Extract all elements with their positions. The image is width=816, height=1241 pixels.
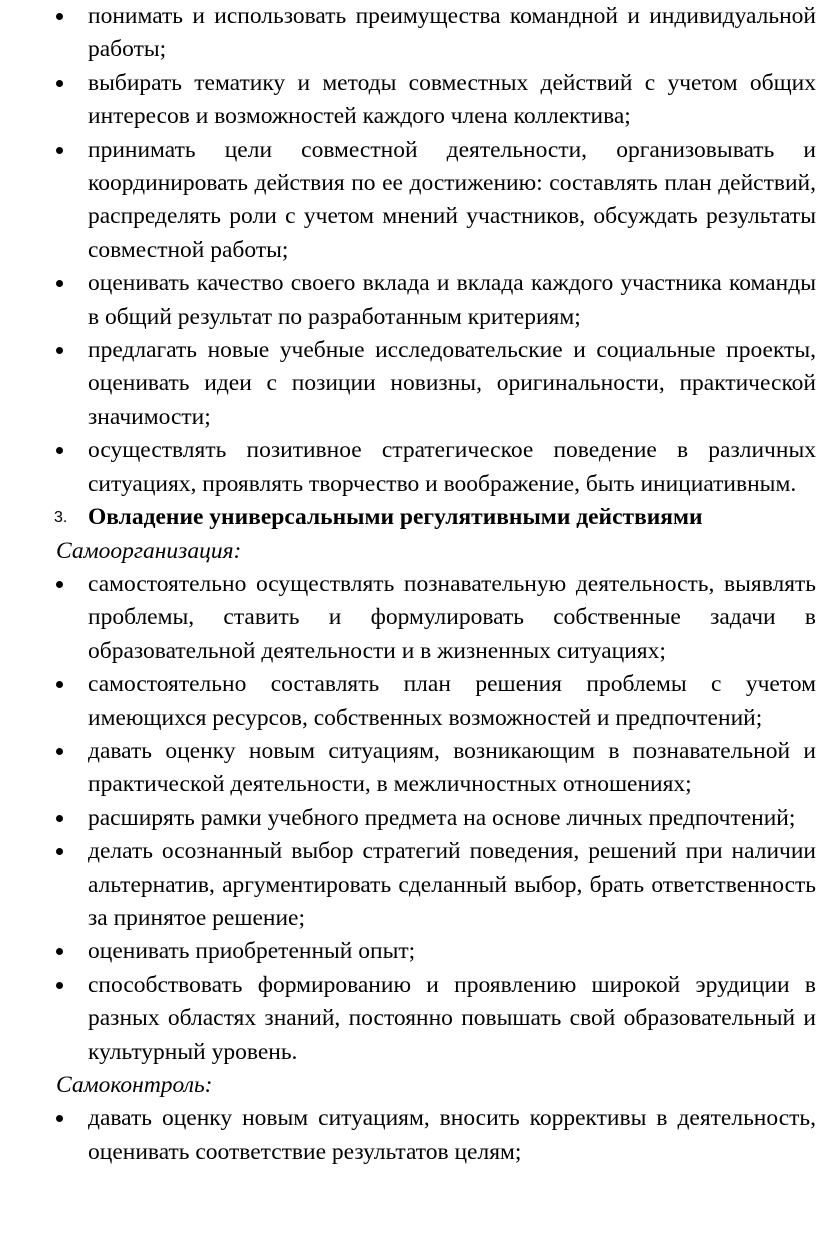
- list-item-text: понимать и использовать преимущества командной и индивидуальной работы;: [88, 3, 816, 63]
- bullet-list-top: [56, 0, 816, 501]
- bullet-list-self-organization: [56, 568, 816, 1069]
- bullet-icon: [56, 447, 63, 454]
- bullet-icon: [56, 848, 63, 855]
- list-item-text: предлагать новые учебные исследовательские и социальные проекты, оценивать идеи с позиции новизны, оригинальности, практической значимости;: [88, 337, 816, 430]
- list-item: [56, 568, 816, 668]
- list-item: [56, 735, 816, 802]
- list-item-text: оценивать приобретенный опыт;: [88, 938, 416, 965]
- list-item-text: самостоятельно осуществлять познавательную деятельность, выявлять проблемы, ставить и формулировать собственные задачи в образовательной деятельности и в жизненных ситуациях;: [88, 570, 816, 664]
- bullet-icon: [56, 80, 63, 87]
- list-item-text: делать осознанный выбор стратегий поведения, решений при наличии альтернатив, аргументировать сделанный выбор, брать ответственность за принятое решение;: [88, 838, 816, 931]
- list-item: [56, 134, 816, 268]
- bullet-icon: [56, 948, 63, 955]
- list-item: [56, 434, 816, 501]
- bullet-icon: [56, 1115, 63, 1122]
- bullet-list-self-control: [56, 1102, 816, 1169]
- list-item-text: самостоятельно составлять план решения проблемы с учетом имеющихся ресурсов, собственных возможностей и предпочтений;: [88, 671, 816, 731]
- list-item: [56, 969, 816, 1069]
- section-title: Овладение универсальными регулятивными действиями: [88, 504, 703, 531]
- bullet-icon: [56, 280, 63, 287]
- list-item: [56, 67, 816, 134]
- list-item-text: давать оценку новым ситуациям, возникающим в познавательной и практической деятельности, в межличностных отношениях;: [88, 737, 816, 798]
- bullet-icon: [56, 815, 63, 822]
- list-item-text: расширять рамки учебного предмета на основе личных предпочтений;: [88, 804, 796, 831]
- subheading-self-control: Самоконтроль:: [56, 1072, 213, 1098]
- list-item-text: осуществлять позитивное стратегическое поведение в различных ситуациях, проявлять творчество и воображение, быть инициативным.: [88, 437, 816, 497]
- list-item: [56, 802, 816, 835]
- list-item-text: давать оценку новым ситуациям, вносить коррективы в деятельность, оценивать соответствие результатов целям;: [88, 1105, 816, 1165]
- list-item-text: выбирать тематику и методы совместных действий с учетом общих интересов и возможностей каждого члена коллектива;: [88, 69, 816, 130]
- list-item-text: принимать цели совместной деятельности, организовывать и координировать действия по ее достижению: составлять план действий, распределять роли с учетом мнений участников, обсуждать результаты совместной работы;: [88, 136, 816, 263]
- section-number: 3.: [54, 509, 68, 527]
- bullet-icon: [56, 347, 63, 354]
- document-page: [56, 0, 816, 1169]
- list-item-text: способствовать формированию и проявлению широкой эрудиции в разных областях знаний, постоянно повышать свой образовательный и культурный уровень.: [88, 971, 816, 1065]
- list-item: [56, 334, 816, 434]
- bullet-icon: [56, 581, 63, 588]
- list-item: [56, 835, 816, 935]
- list-item: [56, 267, 816, 334]
- list-item: [56, 1102, 816, 1169]
- bullet-icon: [56, 748, 63, 755]
- list-item-text: оценивать качество своего вклада и вклада каждого участника команды в общий результат по разработанным критериям;: [88, 270, 816, 330]
- subheading-self-organization: Самоорганизация:: [56, 537, 242, 564]
- list-item: [56, 935, 816, 968]
- bullet-icon: [56, 681, 63, 688]
- list-item: [56, 0, 816, 67]
- section-heading: [56, 501, 816, 534]
- bullet-icon: [56, 147, 63, 154]
- bullet-icon: [56, 13, 63, 20]
- list-item: [56, 668, 816, 735]
- bullet-icon: [56, 982, 63, 989]
